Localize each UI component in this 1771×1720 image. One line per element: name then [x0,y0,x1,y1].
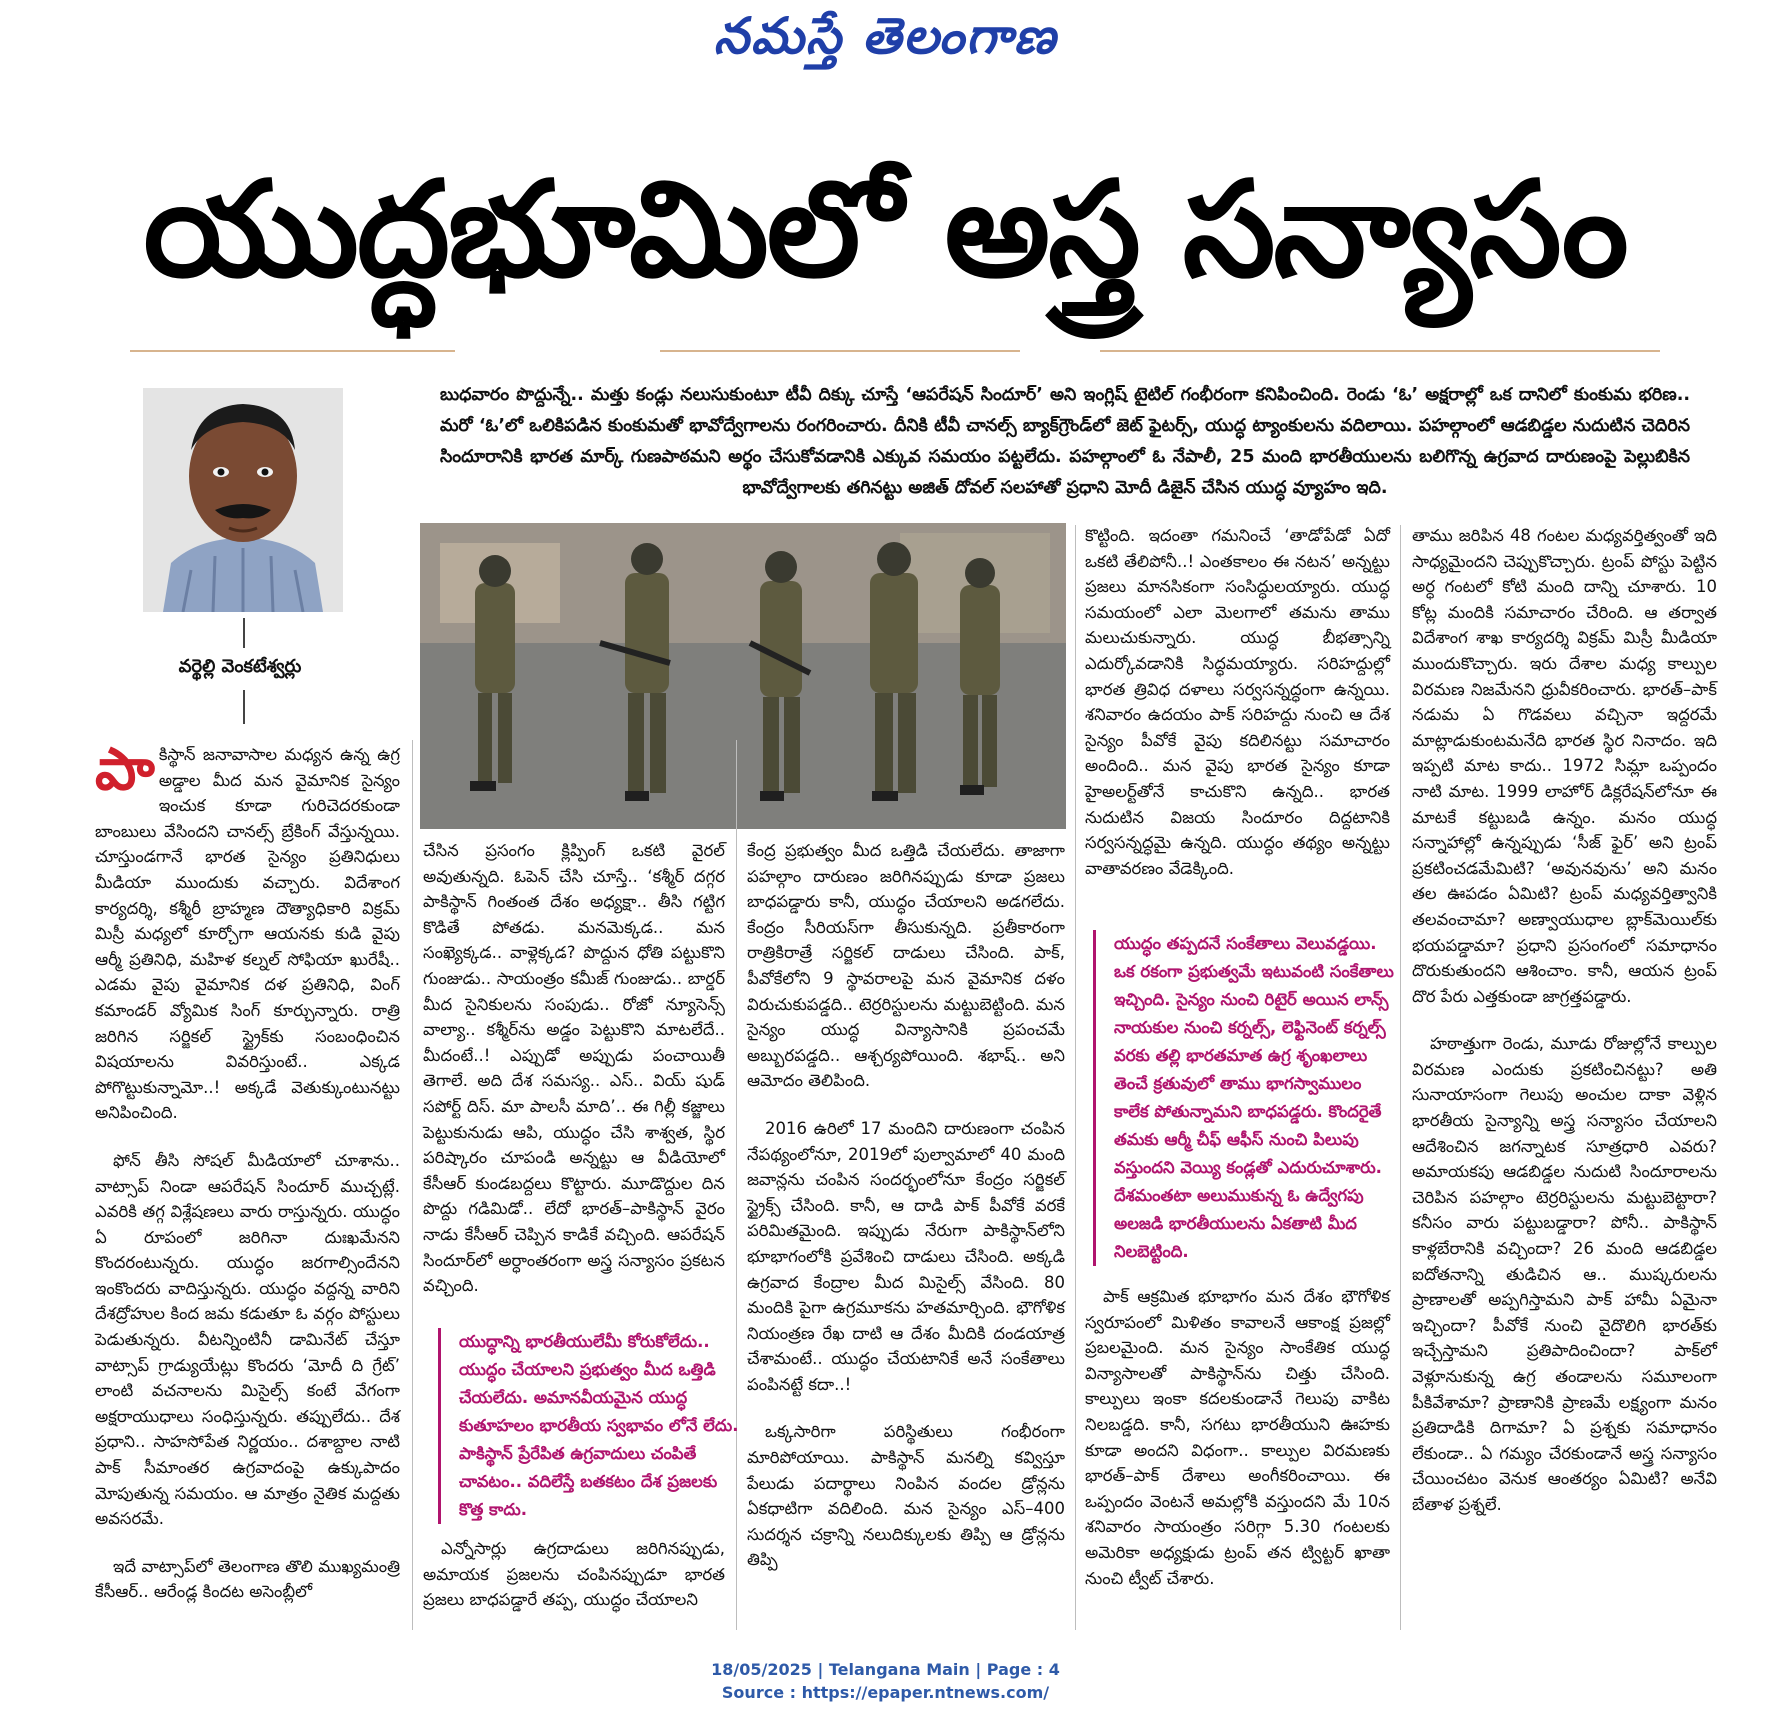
column3-paragraph: 2016 ఉరిలో 17 మందిని దారుణంగా చంపిన నేపథ్యంలోనూ, 2019లో పుల్వామాలో 40 మంది జవాన్లను చంపిన సందర్భంలోనూ కేంద్రం సర్జికల్ స్ట్రైక్స్ చేసింది. కానీ, ఆ దాడి పాక్ పీవోకే వరకే పరిమితమైంది. ఇప్పుడు నేరుగా పాకిస్థాన్‌లోని భూభాగంలోకి ప్రవేశించి దాడులు చేసింది. అక్కడి ఉగ్రవాద కేంద్రాల మీద మిసైల్స్ వేసింది. 80 మందికి పైగా ఉగ్రమూకను హతమార్చింది. భౌగోళిక నియంత్రణ రేఖ దాటి ఆ దేశం మీదికి దండయాత్ర చేశామంటే.. యుద్ధం చేయటానికే అనే సంకేతాలు పంపినట్టే కదా..! [747,1118,1065,1394]
author-portrait-image [143,388,343,612]
headline-rule-right [1100,350,1660,352]
lede-paragraph: బుధవారం పొద్దున్నే.. మత్తు కండ్లు నలుసుకుంటూ టీవీ దిక్కు చూస్తే ‘ఆపరేషన్ సిందూర్’ అని ఇంగ్లిష్ టైటిల్ గంభీరంగా కనిపించింది. రెండు ‘ఓ’ అక్షరాల్లో ఒక దానిలో కుంకుమ భరిణ.. మరో ‘ఓ’లో ఒలికిపడిన కుంకుమతో భావోద్వేగాలను రంగరించారు. దీనికి టీవీ చానల్స్ బ్యాక్‌గ్రౌండ్‌లో జెట్ ఫైటర్స్, యుద్ధ ట్యాంకులను వదిలాయి. పహల్గాంలో ఆడబిడ్డల నుదుటిన చెదిరిన సిందూరానికి భారత మార్క్ గుణపాఠమని అర్థం చేసుకోవడానికి ఎక్కువ సమయం పట్టలేదు. పహల్గాంలో ఓ నేపాలీ, 25 మంది భారతీయులను బలిగొన్న ఉగ్రవాద దారుణంపై పెల్లుబికిన భావోద్వేగాలకు తగినట్టు అజిత్ దోవల్ సలహాతో ప్రధాని మోదీ డిజైన్ చేసిన యుద్ధ వ్యూహం ఇది. [440,385,1690,498]
column1-paragraph: పాకిస్థాన్ జనావాసాల మధ్యన ఉన్న ఉగ్ర అడ్డాల మీద మన వైమానిక సైన్యం ఇంచుక కూడా గురిచెదరకుండా బాంబులు వేసిందని చానల్స్ బ్రేకింగ్ వేస్తున్నయి. చూస్తుండగానే భారత సైన్యం ప్రతినిధులు మీడియా ముందుకు వచ్చారు. విదేశాంగ కార్యదర్శి, కశ్మీరీ బ్రాహ్మణ దౌత్యాధికారి విక్రమ్ మిస్రీ మధ్యలో కూర్చోగా ఆయనకు కుడి వైపు ఆర్మీ ప్రతినిధి, మహిళ కల్నల్ సోఫియా ఖురేషీ.. ఎడమ వైపు వైమానిక దళ ప్రతినిధి, వింగ్ కమాండర్ వ్యోమిక సింగ్ కూర్చున్నారు. రాత్రి జరిగిన సర్జికల్ స్ట్రైక్‌కు సంబంధించిన విషయాలను వివరిస్తుంటే.. ఎక్కడ పోగొట్టుకున్నామో..! అక్కడే వెతుక్కుంటునట్టు అనిపించింది. [95,735,400,1123]
column-rule-4 [1400,525,1401,1630]
footer-edition-info: 18/05/2025 | Telangana Main | Page : 4 [711,1660,1060,1679]
byline-rule-top [243,618,245,648]
column1-paragraph: ఇదే వాట్సాప్‌లో తెలంగాణ తొలి ముఖ్యమంత్రి కేసీఆర్.. ఆరేండ్ల కిందట అసెంబ్లీలో [95,1556,400,1602]
byline-rule-bottom [243,690,245,724]
column-rule-1 [412,740,413,1630]
column2-paragraph: ఎన్నోసార్లు ఉగ్రదాడులు జరిగినప్పుడు, అమాయక ప్రజలను చంపినప్పుడూ భారత ప్రజలు బాధపడ్డారే తప్ప, యుద్ధం చేయాలని [423,1539,725,1610]
masthead-logo: నమస్తే తెలంగాణ [713,6,1058,65]
article-column-1 [95,735,400,1627]
byline-author: వర్థెల్లి వెంకటేశ్వర్లు [178,656,302,677]
column4-paragraph: పాక్ ఆక్రమిత భూభాగం మన దేశం భౌగోళిక స్వరూపంలో మిళితం కావాలనే ఆకాంక్ష ప్రజల్లో ప్రబలమైంది. మన సైన్యం సాంకేతిక యుద్ధ విన్యాసాలతో పాకిస్థాన్‌ను చిత్తు చేసింది. కాల్పులు ఇంకా కదలకుండానే గెలుపు వాకిట నిలబడ్డది. కానీ, సగటు భారతీయుని ఊహకు కూడా అందని విధంగా.. కాల్పుల విరమణకు భారత్–పాక్ దేశాలు అంగీకరించాయి. ఈ ఒప్పందం వెంటనే అమల్లోకి వస్తుందని మే 10న శనివారం సాయంత్రం సరిగ్గా 5.30 గంటలకు అమెరికా అధ్యక్షుడు ట్రంప్ తన ట్విట్టర్ ఖాతా నుంచి ట్వీట్ చేశారు. [1085,1287,1390,1588]
column5-paragraph: తాము జరిపిన 48 గంటల మధ్యవర్తిత్వంతో ఇది సాధ్యమైందని చెప్పుకొచ్చారు. ట్రంప్ పోస్టు పెట్టిన అర్ధ గంటలో కోటి మంది దాన్ని చూశారు. 10 కోట్ల మందికి సమాచారం చేరింది. ఆ తర్వాత విదేశాంగ శాఖ కార్యదర్శి విక్రమ్ మిస్రీ మీడియా ముందుకొచ్చారు. ఇరు దేశాల మధ్య కాల్పుల విరమణ నిజమేనని ధ్రువీకరించారు. భారత్–పాక్ నడుమ ఏ గొడవలు వచ్చినా ఇద్దరమే మాట్లాడుకుంటమనేది భారత స్థిర నినాదం. ఇది ఇప్పటి మాట కాదు.. 1972 సిమ్లా ఒప్పందం నాటి మాట. 1999 లాహోర్ డిక్లరేషన్‌లోనూ ఈ మాటకే కట్టుబడి ఉన్నం. మనం యుద్ధ సన్నాహాల్లో ఉన్నప్పుడు ‘సీజ్ ఫైర్’ అని ట్రంప్ ప్రకటించడమేమిటి? ‘అవునవును’ అని మనం తల ఊపడం ఏమిటి? ట్రంప్ మధ్యవర్తిత్వానికి తలవంచామా? అణ్వాయుధాల బ్లాక్‌మెయిల్‌కు భయపడ్డామా? ప్రధాని ప్రసంగంలో సమాధానం దొరుకుతుందని ఆశించాం. కానీ, ఆయన ట్రంప్ దొర పేరు ఎత్తకుండా జాగ్రత్తపడ్డారు. [1412,526,1717,1006]
article-column-4-end [1085,1284,1390,1613]
article-column-2 [423,838,725,1321]
article-column-5 [1412,523,1717,1540]
column4-paragraph: కొట్టింది. ఇదంతా గమనించే ‘తాడోపేడో ఏదో ఒకటి తేలిపోనీ..! ఎంతకాలం ఈ నటన’ అన్నట్టు ప్రజలు మానసికంగా సంసిద్ధులయ్యారు. యుద్ధ సమయంలో ఎలా మెలగాలో తమను తాము మలుచుకున్నారు. యుద్ధ బీభత్సాన్ని ఎదుర్కోవడానికి సిద్ధమయ్యారు. సరిహద్దుల్లో భారత త్రివిధ దళాలు సర్వసన్నద్ధంగా ఉన్నయి. శనివారం ఉదయం పాక్ సరిహద్దు నుంచి ఆ దేశ సైన్యం పీవోకే వైపు కదిలినట్టు సమాచారం అందింది.. మన వైపు భారత సైన్యం కూడా హైఅలర్ట్‌తోనే కాచుకొని ఉన్నది.. భారత నుదుటిన విజయ సిందూరం దిద్దటానికి సర్వసన్నద్ధమై ఉన్నది. యుద్ధం తథ్యం అన్నట్టు వాతావరణం వేడెక్కింది. [1085,526,1390,878]
pull-quote-1: యుద్ధాన్ని భారతీయులేమీ కోరుకోలేదు.. యుద్ధం చేయాలని ప్రభుత్వం మీద ఒత్తిడి చేయలేదు. అమానవీయమైన యుద్ధ కుతూహలం భారతీయ స్వభావం లోనే లేదు. పాకిస్థాన్ ప్రేరేపిత ఉగ్రవాదులు చంపితే చావటం.. వదిలేస్తే బతకటం దేశ ప్రజలకు కొత్త కాదు. [438,1328,741,1524]
footer-source-link[interactable]: Source : https://epaper.ntnews.com/ [721,1683,1050,1702]
headline-rule-left [130,350,455,352]
headline: యుద్ధభూమిలో అస్త్ర సన్యాసం [143,152,1627,307]
column1-paragraph: ఫోన్ తీసి సోషల్ మీడియాలో చూశాను.. వాట్సాప్ నిండా ఆపరేషన్ సిందూర్ ముచ్చట్లే. ఎవరికి తగ్గ విశ్లేషణలు వారు రాస్తున్నరు. యుద్ధం ఏ రూపంలో జరిగినా దుఃఖమేనని కొందరంటున్నరు. యుద్ధం జరగాల్సిందేనని ఇంకొందరు వాదిస్తున్నరు. యుద్ధం వద్దన్న వారిని దేశద్రోహుల కింద జమ కడుతూ ఓ వర్గం పోస్టులు పెడుతున్నరు. వీటన్నింటినీ డామినేట్ చేస్తూ వాట్సాప్ గ్రాడ్యుయేట్లు కొందరు ‘మోదీ ది గ్రేట్’ లాంటి వచనాలను మిసైల్స్ కంటే వేగంగా అక్షరాయుధాలు సంధిస్తున్నరు. తప్పులేదు.. దేశ ప్రధాని.. సాహసోపేత నిర్ణయం.. దశాబ్దాల నాటి పాక్ సీమాంతర ఉగ్రవాదంపై ఉక్కుపాదం మోపుతున్న సమయం. ఆ మాత్రం నైతిక మద్దతు అవసరమే. [95,1150,400,1529]
soldiers-patrol-image [420,523,1066,829]
soldiers-photo [420,523,1066,829]
column-rule-3 [1075,525,1076,1630]
column3-paragraph: కేంద్ర ప్రభుత్వం మీద ఒత్తిడి చేయలేదు. తాజాగా పహల్గాం దారుణం జరిగినప్పుడు కూడా ప్రజలు బాధపడ్డారు కానీ, యుద్ధం చేయాలని అడగలేదు. కేంద్రం సీరియస్‌గా తీసుకున్నది. ప్రతీకారంగా రాత్రికిరాత్రే సర్జికల్ దాడులు చేసింది. పాక్, పీవోకేలోని 9 స్థావరాలపై మన వైమానిక దళం విరుచుకుపడ్డది.. టెర్రరిస్టులను మట్టుబెట్టింది. మన సైన్యం యుద్ధ విన్యాసానికి ప్రపంచమే అబ్బురపడ్డది.. ఆశ్చర్యపోయింది. శభాష్.. అని ఆమోదం తెలిపింది. [747,841,1065,1091]
column3-paragraph: ఒక్కసారిగా పరిస్థితులు గంభీరంగా మారిపోయాయి. పాకిస్థాన్ మనల్ని కవ్విస్తూ పేలుడు పదార్థాలు నింపిన వందల డ్రోన్లను ఏకధాటిగా వదిలింది. మన సైన్యం ఎస్–400 సుదర్శన చక్రాన్ని నలుదిక్కులకు తిప్పి ఆ డ్రోన్లను తిప్పి [747,1422,1065,1570]
dropcap: పా [95,735,155,803]
article-column-2-end [423,1536,725,1635]
page-footer [0,1658,1771,1704]
headline-rule-middle [660,350,1020,352]
column2-paragraph: చేసిన ప్రసంగం క్లిప్పింగ్ ఒకటి వైరల్ అవుతున్నది. ఓపెన్ చేసి చూస్తే.. ‘కశ్మీర్ దగ్గర పాకిస్థాన్ గింతంత దేశం అధ్యక్షా.. తీసి గట్టిగ కొడితే పోతడు. మనమెక్కడ.. మన సంఖ్యెక్కడ.. వాళ్లెక్కడ? పొద్దున ధోతి పట్టుకొని గుంజుడు.. సాయంత్రం కమీజ్ గుంజుడు.. బార్డర్ మీద సైనికులను సంపుడు.. రోజో న్యూసెన్స్ వాల్యా.. కశ్మీర్‌ను అడ్డం పెట్టుకొని మాటలేదే.. మీదంటే..! ఎప్పుడో అప్పుడు పంచాయితీ తెగాలే. అది దేశ సమస్య.. ఎస్.. వియ్ షుడ్ సపోర్ట్ దిస్. మా పాలసీ మాది’.. ఈ గిల్లీ కజ్జాలు పెట్టుకునుడు ఆపి, యుద్ధం చేసి శాశ్వత, స్థిర పరిష్కారం చూపండి అన్నట్టు ఆ వీడియోలో కేసీఆర్ కుండబద్దలు కొట్టారు. మూడొద్దుల దిన పొద్దు గడిమిడో.. లేదో భారత్–పాకిస్థాన్ వైరం నాడు కేసీఆర్ చెప్పిన కాడికే వచ్చింది. ఆపరేషన్ సిందూర్‌లో అర్ధాంతరంగా అస్త్ర సన్యాసం ప్రకటన వచ్చింది. [423,841,725,1296]
article-column-4 [1085,523,1390,903]
column5-paragraph: హఠాత్తుగా రెండు, మూడు రోజుల్లోనే కాల్పుల విరమణ ఎందుకు ప్రకటించినట్టు? అతి సునాయాసంగా గెలుపు అంచుల దాకా వెళ్లిన భారతీయ సైన్యాన్ని అస్త్ర సన్యాసం చేయాలని ఆదేశించిన జగన్నాటక సూత్రధారి ఎవరు? అమాయకపు ఆడబిడ్డల నుదుటి సిందూరాలను చెరిపిన పహల్గాం టెర్రరిస్టులను మట్టుబెట్టారా? కనీసం వారు పట్టుబడ్డారా? పోనీ.. పాకిస్థాన్ కాళ్లబేరానికి వచ్చిందా? 26 మంది ఆడబిడ్డల ఐదోతనాన్ని తుడిచిన ఆ.. ముష్కరులను ప్రాణాలతో అప్పగిస్తామని పాక్ హామీ ఏమైనా ఇచ్చిందా? పీవోకే నుంచి వైదొలిగి భారత్‌కు ఇచ్చేస్తామని ప్రతిపాదించిందా? పాక్‌లో వెళ్లూనుకున్న ఉగ్ర తండాలను సమూలంగా పీకివేశామా? ప్రాణానికి ప్రాణమే లక్ష్యంగా మనం ప్రతిదాడికి దిగామా? ఏ ప్రశ్నకు సమాధానం లేకుండా.. ఏ గమ్యం చేరకుండానే అస్త్ర సన్యాసం చేయించటం వెనుక ఆంతర్యం ఏమిటి? అనేవి బేతాళ ప్రశ్నలే. [1412,1034,1717,1514]
author-photo [143,388,343,612]
article-column-3 [747,838,1065,1595]
pull-quote-2: యుద్ధం తప్పదనే సంకేతాలు వెలువడ్డయి. ఒక రకంగా ప్రభుత్వమే ఇటువంటి సంకేతాలు ఇచ్చింది. సైన్యం నుంచి రిటైర్ అయిన లాన్స్ నాయకుల నుంచి కర్నల్స్, లెఫ్టినెంట్ కర్నల్స్ వరకు తల్లి భారతమాత ఉగ్ర శృంఖలాలు తెంచే క్రతువులో తాము భాగస్వాములం కాలేక పోతున్నామని బాధపడ్డరు. కొందరైతే తమకు ఆర్మీ చీఫ్ ఆఫీస్ నుంచి పిలుపు వస్తుందని వెయ్యి కండ్లతో ఎదురుచూశారు. దేశమంతటా అలుముకున్న ఓ ఉద్వేగపు అలజడి భారతీయులను ఏకతాటి మీద నిలబెట్టింది. [1093,930,1396,1266]
